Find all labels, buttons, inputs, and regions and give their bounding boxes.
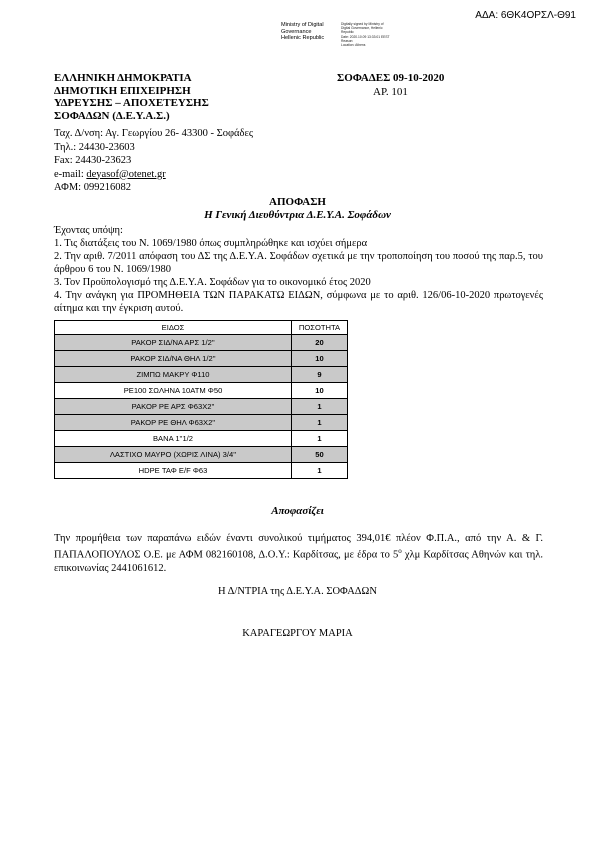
- address: Ταχ. Δ/νση: Αγ. Γεωργίου 26- 43300 - Σοφάδες: [54, 128, 254, 139]
- quantity-cell: 10: [292, 383, 348, 399]
- signature-detail-line: Digital Governance, Hellenic: [341, 26, 383, 31]
- item-cell: ΒΑΝΑ 1''1/2: [55, 431, 292, 447]
- org-line: ΔΗΜΟΤΙΚΗ ΕΠΙΧΕΙΡΗΣΗ: [54, 84, 191, 97]
- consideration-item: 1. Τις διατάξεις του Ν. 1069/1980 όπως συμπληρώθηκε και ισχύει σήμερα: [54, 238, 368, 249]
- item-cell: ΖΙΜΠΩ ΜΑΚΡΥ Φ110: [55, 367, 292, 383]
- consideration-item: 4. Την ανάγκη για ΠΡΟΜΗΘΕΙΑ ΤΩΝ ΠΑΡΑΚΑΤΩ ΕΙΔΩΝ, σύμφωνα με το αριθ. 126/06-10-2020 πρωτογενές αίτημα και την έγκριση αυτού.: [54, 290, 543, 314]
- table-row: [55, 415, 348, 431]
- decision-superscript: ο: [398, 547, 402, 555]
- items-table: [54, 320, 348, 479]
- signature-issuer-line: Ministry of Digital: [281, 22, 324, 28]
- signer-name: ΚΑΡΑΓΕΩΡΓΟΥ ΜΑΡΙΑ: [242, 628, 353, 639]
- quantity-cell: 1: [292, 431, 348, 447]
- consideration-item: 2. Την αριθ. 7/2011 απόφαση του ΔΣ της Δ.Ε.Υ.Α. Σοφάδων σχετικά με την τροποποίηση του ποσού της παρ.5, του άρθρου 6 του Ν. 1069/1980: [54, 251, 543, 275]
- document-subtitle: Η Γενική Διευθύντρια Δ.Ε.Υ.Α. Σοφάδων: [204, 209, 391, 221]
- item-cell: ΡΑΚΟΡ ΡΕ ΘΗΛ Φ63Χ2'': [55, 415, 292, 431]
- signer-title: Η Δ/ΝΤΡΙΑ της Δ.Ε.Υ.Α. ΣΟΦΑΔΩΝ: [218, 586, 377, 597]
- email-link[interactable]: deyasof@otenet.gr: [86, 168, 166, 180]
- quantity-cell: 9: [292, 367, 348, 383]
- email-label: e-mail:: [54, 168, 87, 180]
- signature-detail-line: Republic: [341, 30, 354, 35]
- table-row: [55, 399, 348, 415]
- decides-heading: Αποφασίζει: [271, 505, 324, 517]
- quantity-cell: 1: [292, 415, 348, 431]
- item-cell: HDPE ΤΑΦ Ε/F Φ63: [55, 463, 292, 479]
- considering-label: Έχοντας υπόψη:: [54, 225, 123, 236]
- considerations: [54, 224, 543, 315]
- document-number: ΑΡ. 101: [373, 86, 408, 98]
- table-row: [55, 447, 348, 463]
- signature-issuer-line: Governance: [281, 28, 312, 35]
- decision-text: [54, 532, 543, 575]
- consideration-item: 3. Τον Προϋπολογισμό της Δ.Ε.Υ.Α. Σοφάδων για το οικονομικό έτος 2020: [54, 277, 371, 288]
- item-cell: ΡΑΚΟΡ ΡΕ ΑΡΣ Φ63Χ2'': [55, 399, 292, 415]
- quantity-cell: 1: [292, 463, 348, 479]
- table-row: [55, 463, 348, 479]
- org-line: ΣΟΦΑΔΩΝ (Δ.Ε.Υ.Α.Σ.): [54, 109, 170, 122]
- decision-text-end: χλμ Καρδίτσας Αθηνών και τηλ. επικοινωνίας 2441061612.: [54, 549, 543, 574]
- quantity-cell: 10: [292, 351, 348, 367]
- header-quantity: ΠΟΣΟΤΗΤΑ: [292, 321, 348, 335]
- item-cell: ΡΑΚΟΡ ΣΙΔ/ΝΑ ΑΡΣ 1/2'': [55, 335, 292, 351]
- signature-detail-line: Digitally signed by Ministry of: [341, 22, 384, 26]
- fax: Fax: 24430-23623: [54, 155, 132, 166]
- table-row: [55, 383, 348, 399]
- digital-signature-issuer: [281, 22, 324, 42]
- ada-code: ΑΔΑ: 6ΘΚ4ΟΡΣΛ-Θ91: [475, 10, 576, 21]
- signature-detail-line: Reason:: [341, 38, 354, 43]
- afm: ΑΦΜ: 099216082: [54, 182, 131, 193]
- quantity-cell: 1: [292, 399, 348, 415]
- phone: Τηλ.: 24430-23603: [54, 141, 135, 153]
- quantity-cell: 50: [292, 447, 348, 463]
- signature-detail-line: Date: 2020.10.09 13:33:01 EEST: [341, 34, 390, 39]
- digital-signature-details: [341, 22, 390, 47]
- table-row: [55, 431, 348, 447]
- signature-issuer-line: Hellenic Republic: [281, 35, 325, 42]
- table-row: [55, 367, 348, 383]
- header-item: ΕΙΔΟΣ: [55, 321, 292, 335]
- signature-detail-line: Location: Athens: [341, 43, 366, 48]
- contact-block: [54, 127, 253, 195]
- item-cell: ΛΑΣΤΙΧΟ ΜΑΥΡΟ (ΧΩΡΙΣ ΛΙΝΑ) 3/4'': [55, 447, 292, 463]
- item-cell: ΡΕ100 ΣΩΛΗΝΑ 10ΑΤΜ Φ50: [55, 383, 292, 399]
- org-line: ΥΔΡΕΥΣΗΣ – ΑΠΟΧΕΤΕΥΣΗΣ: [54, 97, 209, 109]
- document-title: ΑΠΟΦΑΣΗ: [269, 196, 326, 208]
- org-line: ΕΛΛΗΝΙΚΗ ΔΗΜΟΚΡΑΤΙΑ: [54, 72, 192, 84]
- table-header-row: [55, 321, 348, 335]
- document-date: ΣΟΦΑΔΕΣ 09-10-2020: [337, 72, 445, 84]
- table-row: [55, 351, 348, 367]
- item-cell: ΡΑΚΟΡ ΣΙΔ/ΝΑ ΘΗΛ 1/2'': [55, 351, 292, 367]
- quantity-cell: 20: [292, 335, 348, 351]
- decision-text-main: Την προμήθεια των παραπάνω ειδών έναντι συνολικού τιμήματος 394,01€ πλέον Φ.Π.Α., από την Α. & Γ. ΠΑΠΑΛΟΠΟΥΛΟΣ Ο.Ε. με ΑΦΜ 082160108, Δ.Ο.Υ.: Καρδίτσας, με έδρα το 5: [54, 533, 543, 561]
- table-row: [55, 335, 348, 351]
- organization-header: [54, 72, 209, 122]
- email-row: [54, 168, 253, 182]
